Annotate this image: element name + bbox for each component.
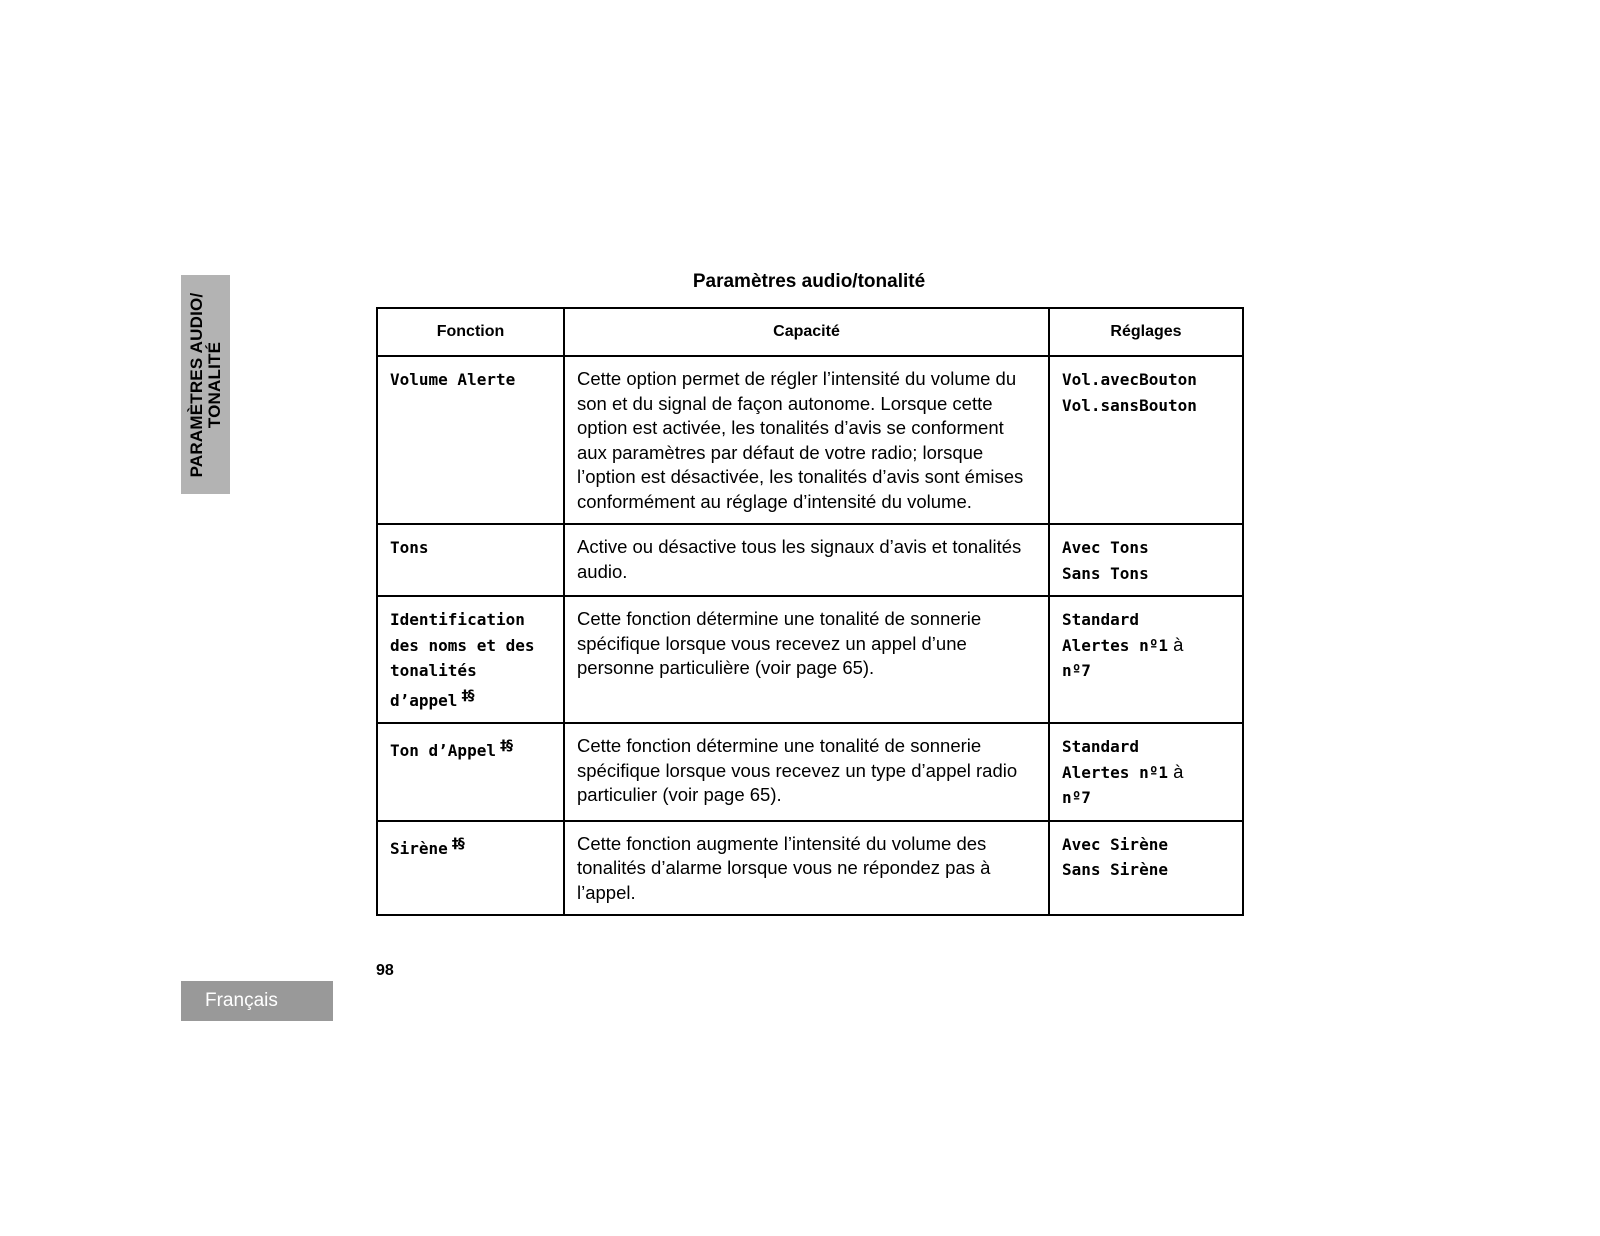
- header-reglages: Réglages: [1049, 308, 1243, 356]
- setting-option-line: [1062, 658, 1230, 684]
- function-name: Identification des noms et des tonalités d’appel: [390, 610, 535, 710]
- setting-range-word: à: [1167, 633, 1184, 655]
- language-tab: Français: [181, 981, 333, 1021]
- table-row: [377, 356, 1243, 524]
- setting-option-line: [1062, 535, 1230, 561]
- table-row: [377, 821, 1243, 916]
- cell-reglages: [1049, 596, 1243, 723]
- cell-capacite: Cette fonction détermine une tonalité de sonnerie spécifique lorsque vous recevez un appel d’une personne particulière (voir page 65).: [564, 596, 1049, 723]
- cell-capacite: Cette option permet de régler l’intensité du volume du son et du signal de façon autonome. Lorsque cette option est activée, les tonalités d’avis se conforment aux paramètres par défaut de votre radio; lorsque l’option est désactivée, les tonalités d’avis sont émises conformément au réglage d’intensité du volume.: [564, 356, 1049, 524]
- setting-option: Standard: [1062, 737, 1140, 756]
- setting-option-line: [1062, 607, 1230, 633]
- setting-option-line: [1062, 832, 1230, 858]
- cell-capacite: Cette fonction détermine une tonalité de sonnerie spécifique lorsque vous recevez un type d’appel radio particulier (voir page 65).: [564, 723, 1049, 821]
- optional-feature-icon: ‡§: [499, 738, 512, 754]
- cell-fonction: [377, 524, 564, 596]
- table-row: [377, 596, 1243, 723]
- page-number: 98: [376, 962, 394, 979]
- setting-option-line: [1062, 561, 1230, 587]
- cell-reglages: [1049, 723, 1243, 821]
- table-title: Paramètres audio/tonalité: [692, 271, 926, 292]
- function-name: Sirène: [390, 838, 448, 858]
- setting-option-line: [1062, 785, 1230, 811]
- table-row: [377, 524, 1243, 596]
- setting-option: nº7: [1062, 661, 1091, 680]
- setting-option-line: [1062, 367, 1230, 393]
- section-side-tab-line1: PARAMÈTRES AUDIO/: [186, 292, 206, 477]
- header-fonction: Fonction: [377, 308, 564, 356]
- header-capacite: Capacité: [564, 308, 1049, 356]
- setting-option-line: [1062, 734, 1230, 760]
- optional-feature-icon: ‡§: [451, 835, 464, 852]
- setting-option: Standard: [1062, 610, 1140, 629]
- setting-option: Avec Sirène: [1062, 834, 1168, 854]
- cell-fonction: [377, 723, 564, 821]
- cell-reglages: [1049, 524, 1243, 596]
- cell-capacite: Cette fonction augmente l’intensité du volume des tonalités d’alarme lorsque vous ne répondez pas à l’appel.: [564, 821, 1049, 916]
- setting-option: Alertes nº1: [1062, 635, 1168, 655]
- setting-option: nº7: [1062, 788, 1091, 807]
- setting-option: Vol.avecBouton: [1062, 370, 1197, 389]
- optional-feature-icon: ‡§: [461, 687, 474, 704]
- cell-reglages: [1049, 821, 1243, 916]
- setting-option: Sans Sirène: [1062, 860, 1168, 879]
- setting-option: Avec Tons: [1062, 538, 1149, 557]
- section-side-tab-line2: TONALITÉ: [204, 341, 224, 428]
- cell-reglages: [1049, 356, 1243, 524]
- setting-option-line: [1062, 760, 1230, 786]
- section-side-tab: [181, 275, 230, 494]
- setting-option: Sans Tons: [1062, 563, 1149, 583]
- function-name: Volume Alerte: [390, 370, 516, 389]
- table-row: [377, 723, 1243, 821]
- function-name: Tons: [390, 538, 429, 557]
- section-side-tab-label: [188, 275, 224, 494]
- audio-tone-parameters-table: [376, 307, 1244, 916]
- function-name: Ton d’Appel: [390, 741, 496, 760]
- setting-range-word: à: [1167, 760, 1184, 782]
- table-header-row: [377, 308, 1243, 356]
- setting-option: Alertes nº1: [1062, 762, 1168, 782]
- cell-fonction: [377, 596, 564, 723]
- cell-fonction: [377, 821, 564, 916]
- setting-option-line: [1062, 393, 1230, 419]
- setting-option-line: [1062, 857, 1230, 883]
- cell-fonction: [377, 356, 564, 524]
- cell-capacite: Active ou désactive tous les signaux d’avis et tonalités audio.: [564, 524, 1049, 596]
- setting-option: Vol.sansBouton: [1062, 395, 1197, 415]
- setting-option-line: [1062, 633, 1230, 659]
